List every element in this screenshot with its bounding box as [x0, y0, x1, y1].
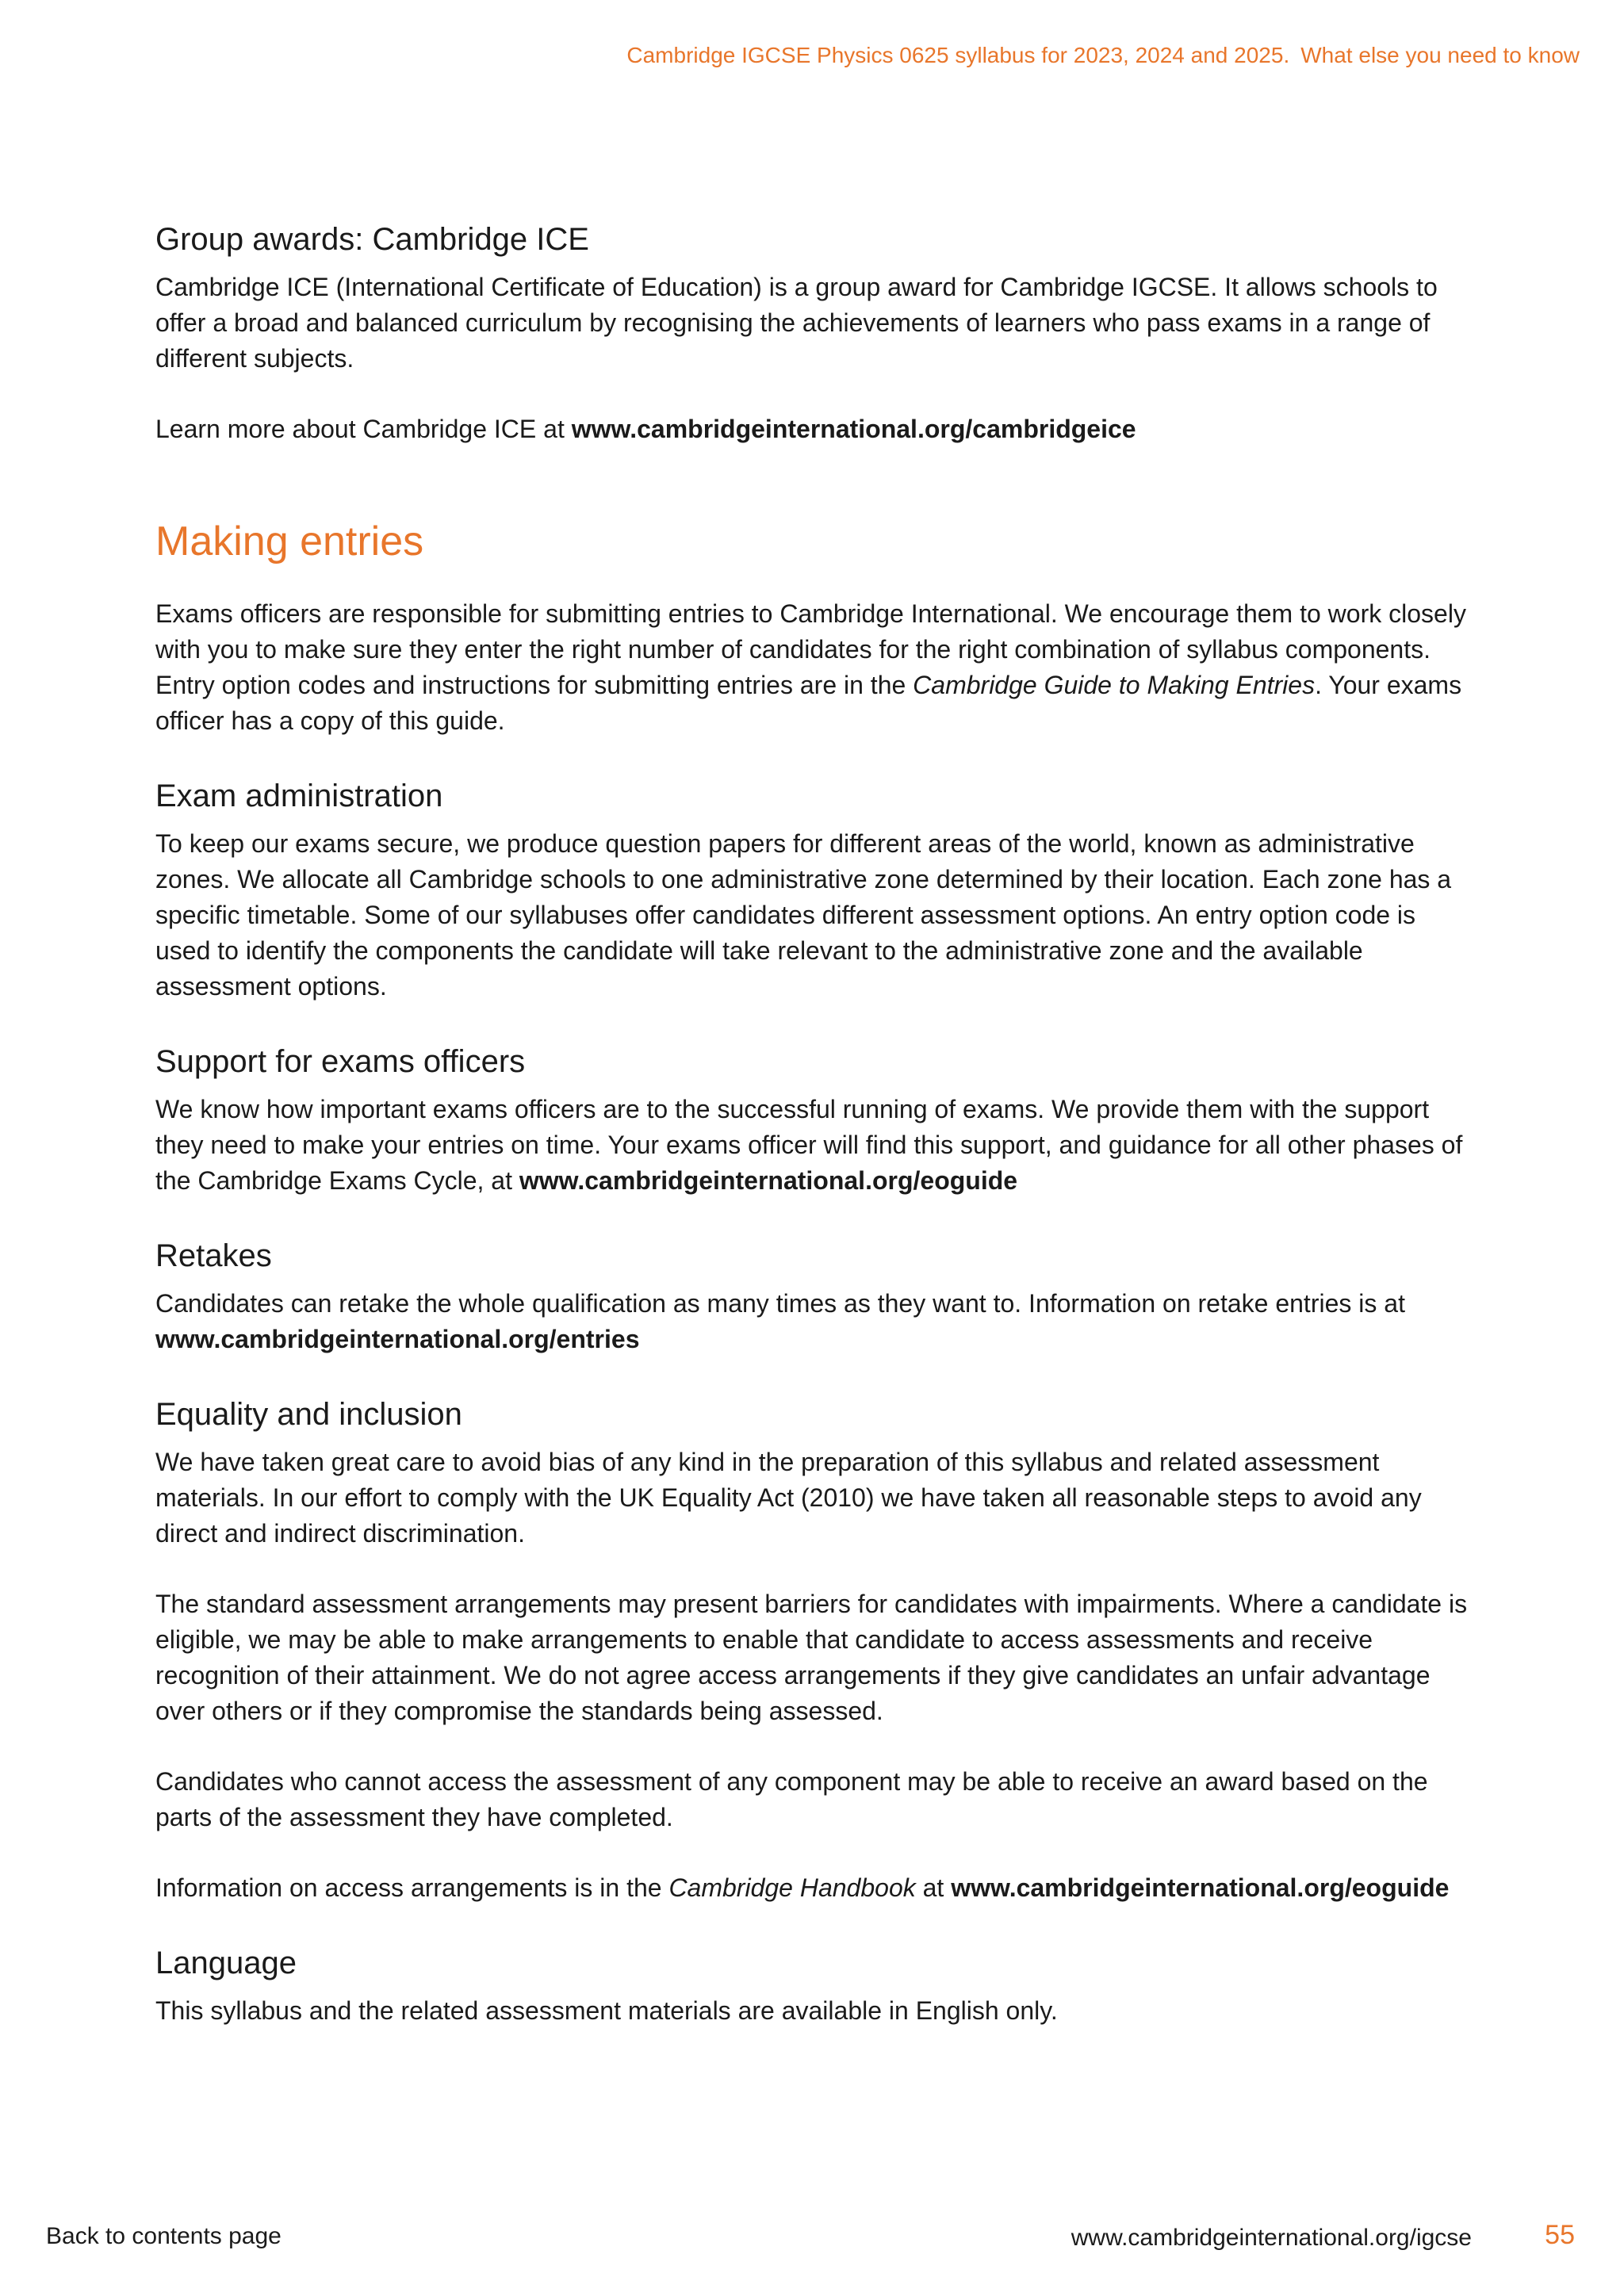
making-entries-text: Exams officers are responsible for submitting entries to Cambridge International. We encourage them to work closely with you to make sure they enter the right number of candidates for the right combination of syllabus components. Entry option codes and instructions for submitting entries are in the — [155, 599, 1466, 700]
header-section: What else you need to know — [1300, 43, 1580, 67]
eoguide-link-2[interactable]: www.cambridgeinternational.org/eoguide — [951, 1873, 1450, 1903]
group-awards-heading: Group awards: Cambridge ICE — [155, 222, 589, 257]
language-section — [155, 1944, 1472, 2029]
equality-paragraph-1: We have taken great care to avoid bias of any kind in the preparation of this syllabus and related assessment materials. In our effort to comply with the UK Equality Act (2010) we have taken all reasonable steps to avoid any direct and indirect discrimination. — [155, 1448, 1422, 1548]
page-content — [155, 220, 1472, 2029]
group-awards-learn-more — [155, 411, 1472, 447]
access-text: Information on access arrangements is in the — [155, 1873, 669, 1903]
group-awards-paragraph: Cambridge ICE (International Certificate of Education) is a group award for Cambridge IGCSE. It allows schools to offer a broad and balanced curriculum by recognising the achievements of learners who pass exams in a range of different subjects. — [155, 273, 1438, 373]
back-to-contents-link[interactable]: Back to contents page — [46, 2223, 282, 2249]
retakes-section — [155, 1237, 1472, 1357]
making-entries-text-end: . Your exams officer has a copy of this guide. — [155, 671, 1462, 736]
equality-paragraph-4 — [155, 1870, 1472, 1906]
header-title: Cambridge IGCSE Physics 0625 syllabus for 2023, 2024 and 2025. — [626, 43, 1290, 67]
retakes-text: Candidates can retake the whole qualification as many times as they want to. Information on retake entries is at — [155, 1289, 1405, 1318]
entries-link[interactable]: www.cambridgeinternational.org/entries — [155, 1325, 640, 1354]
equality-paragraph-2: The standard assessment arrangements may present barriers for candidates with impairments. Where a candidate is eligible, we may be able to make arrangements to enable that candidate to access assessments and receive recognition of their attainment. We do not agree access arrangements if they give candidates an unfair advantage over others or if they compromise the standards being assessed. — [155, 1590, 1468, 1726]
learn-more-text: Learn more about Cambridge ICE at — [155, 415, 572, 443]
eoguide-link[interactable]: www.cambridgeinternational.org/eoguide — [519, 1166, 1018, 1196]
language-paragraph: This syllabus and the related assessment materials are available in English only. — [155, 1996, 1058, 2026]
exam-administration-heading: Exam administration — [155, 779, 443, 814]
access-text-mid: at — [915, 1873, 952, 1903]
exam-administration-paragraph: To keep our exams secure, we produce question papers for different areas of the world, known as administrative zones. We allocate all Cambridge schools to one administrative zone determined by their location. Each zone has a specific timetable. Some of our syllabuses offer candidates different assessment options. An entry option code is used to identify the components the candidate will take relevant to the administrative zone and the available assessment options. — [155, 829, 1452, 1001]
support-paragraph — [155, 1092, 1472, 1199]
equality-section — [155, 1395, 1472, 1906]
equality-heading: Equality and inclusion — [155, 1397, 462, 1433]
cambridgeice-link[interactable]: www.cambridgeinternational.org/cambridgeice — [571, 415, 1136, 443]
group-awards-section — [155, 220, 1472, 447]
page-number: 55 — [1545, 2220, 1575, 2250]
running-header — [626, 43, 1580, 68]
handbook-title: Cambridge Handbook — [668, 1873, 916, 1903]
exam-administration-section — [155, 777, 1472, 1004]
language-heading: Language — [155, 1946, 297, 1981]
guide-title: Cambridge Guide to Making Entries — [913, 671, 1316, 700]
equality-paragraph-3: Candidates who cannot access the assessment of any component may be able to receive an award based on the parts of the assessment they have completed. — [155, 1767, 1428, 1832]
making-entries-paragraph — [155, 596, 1472, 739]
retakes-paragraph — [155, 1286, 1472, 1357]
support-section — [155, 1043, 1472, 1199]
footer-url-link[interactable]: www.cambridgeinternational.org/igcse — [1071, 2225, 1472, 2251]
making-entries-section — [155, 517, 1472, 739]
retakes-heading: Retakes — [155, 1238, 272, 1274]
making-entries-heading: Making entries — [155, 519, 424, 564]
support-text: We know how important exams officers are to the successful running of exams. We provide them with the support they need to make your entries on time. Your exams officer will find this support, and guidance for all other phases of the Cambridge Exams Cycle, at — [155, 1095, 1463, 1196]
support-heading: Support for exams officers — [155, 1044, 526, 1080]
